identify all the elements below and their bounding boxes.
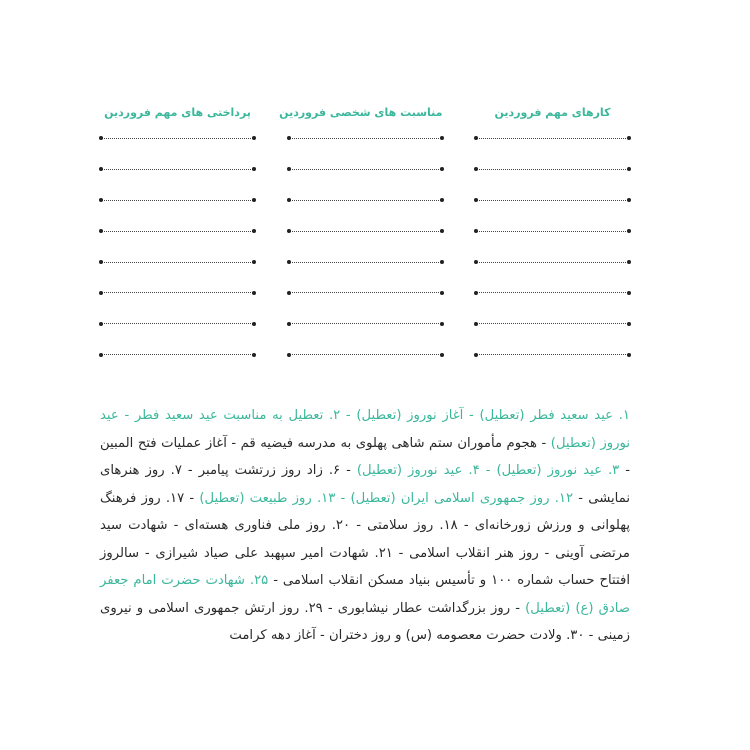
event: - ۱۷. روز فرهنگ پهلوانی و ورزش زورخانه‌ای - ۱۸. روز سلامتی - ۲۰. روز ملی فناوری هسته‌ای - شهادت سید مرتضی آوینی - روز هنر انقلاب اسلامی - ۲۱. شهادت امیر سپهبد علی صیاد شیرازی - سالروز افتتاح حساب شماره ۱۰۰ و تأسیس بنیاد مسکن انقلاب اسلامی - xyxy=(100,490,630,588)
dotted-line[interactable] xyxy=(288,226,443,257)
dotted-line[interactable] xyxy=(475,164,630,195)
column-title: کارهای مهم فروردین xyxy=(494,106,611,119)
dotted-line[interactable] xyxy=(475,287,630,318)
dotted-line[interactable] xyxy=(100,349,255,380)
dotted-line[interactable] xyxy=(100,257,255,288)
dotted-line[interactable] xyxy=(288,195,443,226)
dotted-line[interactable] xyxy=(100,287,255,318)
dotted-line[interactable] xyxy=(288,164,443,195)
dotted-line[interactable] xyxy=(100,195,255,226)
column-important-payments xyxy=(100,100,255,380)
event: - هجوم مأموران ستم شاهی پهلوی به مدرسه فیضیه قم - آغاز عملیات فتح المبین - xyxy=(100,435,630,478)
column-important-tasks xyxy=(475,100,630,380)
dotted-line[interactable] xyxy=(288,318,443,349)
column-title: مناسبت های شخصی فروردین xyxy=(279,106,443,119)
dotted-line[interactable] xyxy=(475,257,630,288)
event: - روز بزرگداشت عطار نیشابوری - ۲۹. روز ارتش جمهوری اسلامی و نیروی زمینی - ۳۰. ولادت حضرت معصومه (س) و روز دختران - آغاز دهه کرامت xyxy=(100,600,630,643)
dotted-line[interactable] xyxy=(475,195,630,226)
dotted-line[interactable] xyxy=(475,318,630,349)
event: - ۶. زاد روز زرتشت پیامبر - ۷. روز هنرهای نمایشی - xyxy=(100,463,630,506)
dotted-line[interactable] xyxy=(475,349,630,380)
dotted-line[interactable] xyxy=(100,164,255,195)
column-personal-occasions xyxy=(279,100,443,380)
holiday-event: ۱. عید سعید فطر (تعطیل) - آغاز نوروز (تعطیل) - ۲. تعطیل به مناسبت عید سعید فطر - عید نوروز (تعطیل) xyxy=(100,408,631,451)
column-title: پرداختی های مهم فروردین xyxy=(104,106,251,119)
holiday-event: ۳. عید نوروز (تعطیل) - ۴. عید نوروز (تعطیل) xyxy=(356,463,620,478)
planner-columns xyxy=(100,100,630,380)
dotted-line[interactable] xyxy=(288,133,443,164)
dotted-line[interactable] xyxy=(100,226,255,257)
dotted-line[interactable] xyxy=(288,349,443,380)
dotted-line[interactable] xyxy=(475,133,630,164)
dotted-line[interactable] xyxy=(288,257,443,288)
holiday-event: ۱۲. روز جمهوری اسلامی ایران (تعطیل) - ۱۳. روز طبیعت (تعطیل) xyxy=(199,490,574,506)
dotted-line[interactable] xyxy=(475,226,630,257)
dotted-line[interactable] xyxy=(100,318,255,349)
month-events-list xyxy=(100,402,630,650)
holiday-event: ۲۵. شهادت حضرت امام جعفر صادق (ع) (تعطیل) xyxy=(100,573,630,616)
dotted-line[interactable] xyxy=(100,133,255,164)
dotted-line[interactable] xyxy=(288,287,443,318)
